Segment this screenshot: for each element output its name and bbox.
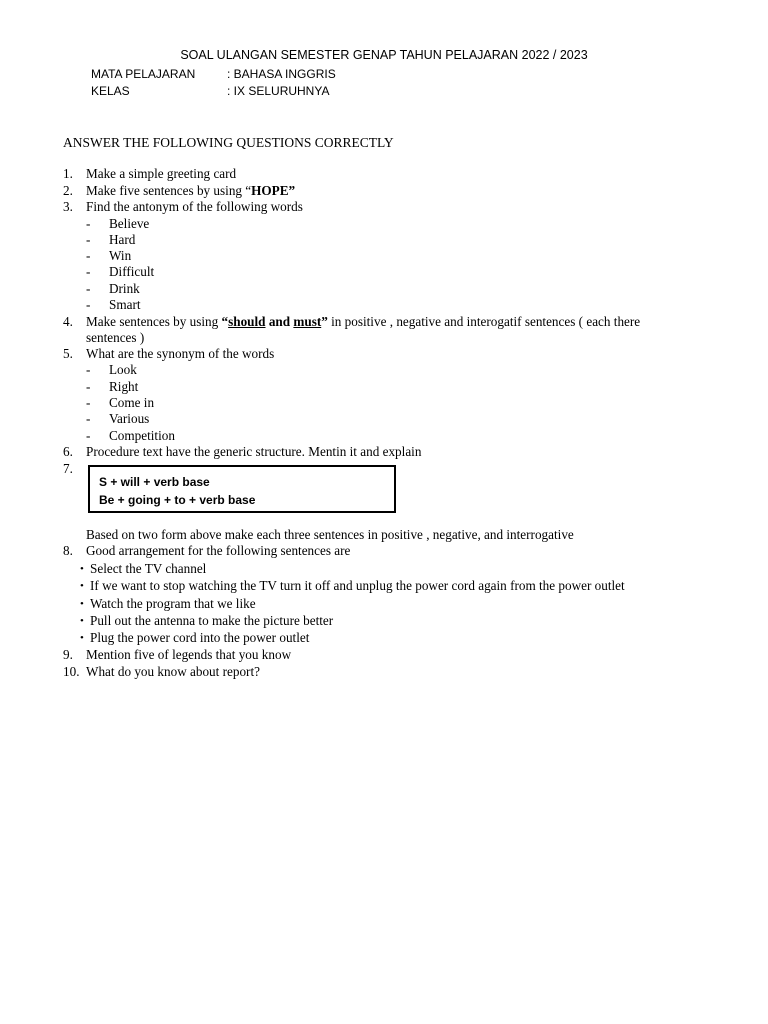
- list-item: Hard: [109, 232, 136, 247]
- bullet-icon: •: [80, 632, 84, 644]
- question-number: 5.: [63, 346, 73, 361]
- subject-label: MATA PELAJARAN: [91, 67, 196, 81]
- dash-marker: -: [86, 395, 91, 410]
- question-text: Procedure text have the generic structure. Mentin it and explain: [86, 444, 422, 459]
- list-item: Win: [109, 248, 132, 263]
- question-text: What do you know about report?: [86, 664, 260, 679]
- question-text: [86, 314, 640, 330]
- keyword-hope: HOPE”: [251, 183, 296, 198]
- list-item: Watch the program that we like: [90, 596, 256, 611]
- question-number: 7.: [63, 461, 73, 476]
- class-value: : IX SELURUHNYA: [227, 84, 330, 98]
- keyword-and: and: [265, 314, 294, 329]
- question-number: 8.: [63, 543, 73, 558]
- instruction: ANSWER THE FOLLOWING QUESTIONS CORRECTLY: [63, 135, 394, 150]
- question-text-plain: in positive , negative and interogatif sentences ( each there: [327, 314, 641, 329]
- quote-close: ”: [321, 314, 328, 329]
- question-text: Based on two form above make each three sentences in positive , negative, and interrogative: [86, 527, 574, 542]
- quote-open: “: [221, 314, 229, 329]
- dash-marker: -: [86, 297, 91, 312]
- subject-value: : BAHASA INGGRIS: [227, 67, 336, 81]
- dash-marker: -: [86, 264, 91, 279]
- list-item: Select the TV channel: [90, 561, 207, 576]
- question-text: Make a simple greeting card: [86, 166, 237, 181]
- list-item: If we want to stop watching the TV turn it off and unplug the power cord again from the power outlet: [90, 578, 625, 593]
- formula-will: S + will + verb base: [99, 475, 210, 489]
- question-number: 3.: [63, 199, 73, 214]
- list-item: Pull out the antenna to make the picture better: [90, 613, 334, 628]
- list-item: Plug the power cord into the power outlet: [90, 630, 310, 645]
- bullet-icon: •: [80, 580, 84, 592]
- bullet-icon: •: [80, 598, 84, 610]
- dash-marker: -: [86, 232, 91, 247]
- dash-marker: -: [86, 411, 91, 426]
- question-text: Mention five of legends that you know: [86, 647, 292, 662]
- class-label: KELAS: [91, 84, 130, 98]
- list-item: Competition: [109, 428, 175, 443]
- question-number: 9.: [63, 647, 73, 662]
- dash-marker: -: [86, 379, 91, 394]
- list-item: Difficult: [109, 264, 155, 279]
- keyword-must: must: [293, 314, 322, 329]
- question-number: 6.: [63, 444, 73, 459]
- question-number: 2.: [63, 183, 73, 198]
- question-text-continued: sentences ): [86, 330, 145, 345]
- question-text: Find the antonym of the following words: [86, 199, 303, 214]
- question-number: 4.: [63, 314, 73, 329]
- question-text: [86, 183, 295, 199]
- formula-going-to: Be + going + to + verb base: [99, 493, 256, 507]
- question-text-plain: Make five sentences by using “: [86, 183, 252, 198]
- list-item: Come in: [109, 395, 155, 410]
- list-item: Believe: [109, 216, 150, 231]
- list-item: Right: [109, 379, 139, 394]
- bullet-icon: •: [80, 615, 84, 627]
- bullet-icon: •: [80, 563, 84, 575]
- dash-marker: -: [86, 248, 91, 263]
- dash-marker: -: [86, 428, 91, 443]
- list-item: Look: [109, 362, 137, 377]
- question-number: 10.: [63, 664, 80, 679]
- dash-marker: -: [86, 216, 91, 231]
- formula-box: [88, 465, 396, 513]
- keyword-should: should: [228, 314, 266, 329]
- dash-marker: -: [86, 281, 91, 296]
- question-text: Good arrangement for the following sentences are: [86, 543, 351, 558]
- dash-marker: -: [86, 362, 91, 377]
- question-text-plain: Make sentences by using: [86, 314, 222, 329]
- question-number: 1.: [63, 166, 73, 181]
- page-title: SOAL ULANGAN SEMESTER GENAP TAHUN PELAJARAN 2022 / 2023: [180, 48, 588, 62]
- list-item: Smart: [109, 297, 141, 312]
- list-item: Drink: [109, 281, 140, 296]
- list-item: Various: [109, 411, 150, 426]
- question-text: What are the synonym of the words: [86, 346, 275, 361]
